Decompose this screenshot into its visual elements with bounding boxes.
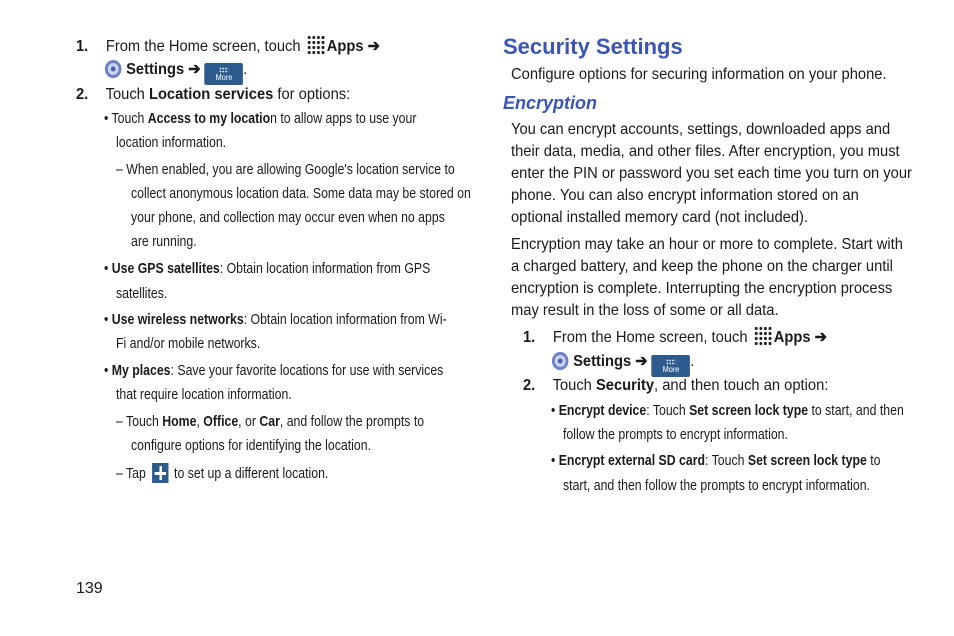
bullet-encrypt-device-l2: follow the prompts to encrypt information. <box>563 426 788 443</box>
sub-touch-home-l1: – Touch Home, Office, or Car, and follow the prompts to <box>116 413 425 430</box>
bullet-encrypt-sd-l2: start, and then follow the prompts to encrypt information. <box>563 477 870 494</box>
paragraph-2-line: a charged battery, and keep the phone on the charger until <box>511 258 893 275</box>
sub-when-enabled-l1: – When enabled, you are allowing Google's location service to <box>116 161 455 178</box>
bullet-my-places-l1: • My places: Save your favorite locations for use with services <box>104 362 444 379</box>
enc-step-2: 2. Touch Security, and then touch an option: <box>523 377 829 394</box>
bullet-wireless-l1: • Use wireless networks: Obtain location information from Wi- <box>104 311 447 328</box>
bullet-encrypt-sd-l1: • Encrypt external SD card: Touch Set screen lock type to <box>551 452 881 469</box>
bullet-gps-l1: • Use GPS satellites: Obtain location information from GPS <box>104 260 431 277</box>
apps-icon <box>754 326 772 346</box>
enc-step-1-line-1: 1. From the Home screen, touch Apps ➔ <box>523 326 827 347</box>
step-1-line-1: 1. From the Home screen, touch Apps ➔ <box>76 35 380 56</box>
sub-when-enabled-l2: collect anonymous location data. Some data may be stored on <box>131 185 471 202</box>
paragraph-2-line: Encryption may take an hour or more to complete. Start with <box>511 236 903 253</box>
bullet-encrypt-device-l1: • Encrypt device: Touch Set screen lock type to start, and then <box>551 402 904 419</box>
paragraph-2-line: may result in the loss of some or all data. <box>511 302 779 319</box>
enc-step-1-line-2: Settings ➔ More . <box>551 351 694 377</box>
step-1-line-2: Settings ➔ More . <box>104 59 247 85</box>
apps-icon <box>307 35 325 55</box>
bullet-gps-l2: satellites. <box>116 285 168 302</box>
sub-tap-plus: – Tap to set up a different location. <box>116 465 329 482</box>
settings-gear-icon <box>551 351 569 371</box>
settings-gear-icon <box>104 59 122 79</box>
section-intro: Configure options for securing information on your phone. <box>511 66 887 83</box>
bullet-my-places-l2: that require location information. <box>116 386 292 403</box>
more-button-icon: More <box>205 63 244 85</box>
bullet-wireless-l2: Fi and/or mobile networks. <box>116 335 261 352</box>
paragraph-1-line: phone. You can also encrypt information stored on an <box>511 187 859 204</box>
paragraph-1-line: You can encrypt accounts, settings, downloaded apps and <box>511 121 891 138</box>
sub-when-enabled-l3: your phone, and collection may occur even when no apps <box>131 209 445 226</box>
section-title: Security Settings <box>503 34 683 59</box>
sub-when-enabled-l4: are running. <box>131 233 197 250</box>
subsection-title: Encryption <box>503 93 598 113</box>
paragraph-2-line: encryption is complete. Interrupting the encryption process <box>511 280 893 297</box>
sub-touch-home-l2: configure options for identifying the location. <box>131 437 372 454</box>
plus-icon <box>152 463 168 483</box>
bullet-access-location-l2: location information. <box>116 134 227 151</box>
step-2: 2. Touch Location services for options: <box>76 86 351 103</box>
bullet-access-location-l1: • Touch Access to my location to allow apps to use your <box>104 110 417 127</box>
paragraph-1-line: their data, media, and other files. After encryption, you must <box>511 143 900 160</box>
more-button-icon: More <box>652 355 691 377</box>
page-number: 139 <box>76 580 103 597</box>
paragraph-1-line: optional installed memory card (not included). <box>511 209 809 226</box>
paragraph-1-line: enter the PIN or password you set each time you turn on your <box>511 165 912 182</box>
